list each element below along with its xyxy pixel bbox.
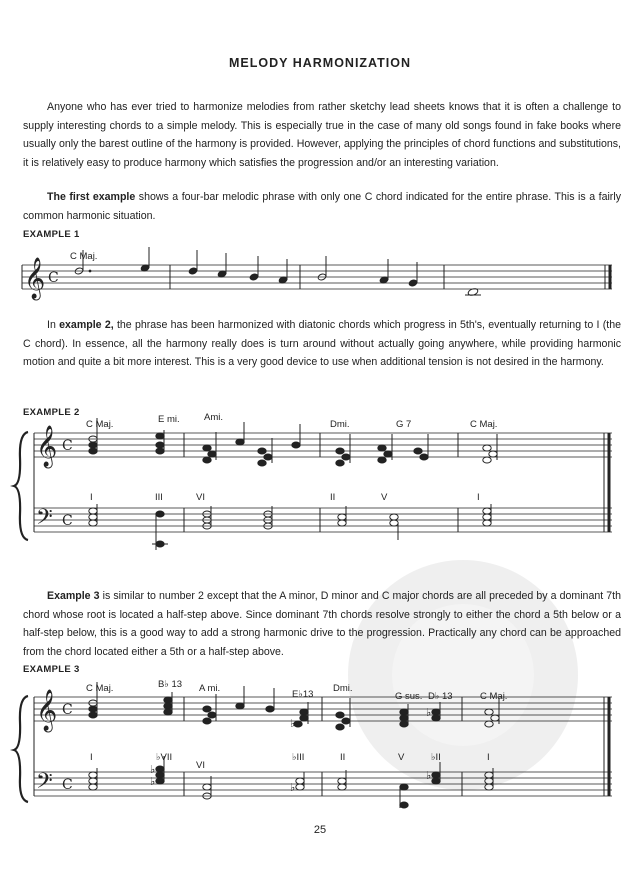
brace-icon: [14, 696, 28, 802]
treble-clef-icon: 𝄞: [36, 690, 58, 731]
bass-staff-lines: [34, 772, 612, 796]
time-signature: C: [62, 438, 73, 454]
flat-sign: ♭: [290, 781, 296, 794]
time-signature-bass: C: [62, 777, 73, 793]
flat-sign: ♭: [290, 717, 296, 730]
roman-numeral: II: [340, 752, 346, 763]
flat-sign: ♭: [150, 775, 156, 788]
roman-numeral: ♭VII: [156, 752, 173, 763]
chord-symbol: G 7: [396, 419, 412, 430]
paragraph-example-3-lead: Example 3: [47, 590, 100, 602]
chord-symbol: C Maj.: [86, 683, 114, 694]
example-2-label: EXAMPLE 2: [23, 407, 80, 418]
example-1-label: EXAMPLE 1: [23, 229, 80, 240]
bass-clef-icon: 𝄢: [36, 505, 53, 535]
example-3-grand-staff: [0, 672, 640, 817]
example-2-grand-staff: [0, 410, 640, 570]
chord-symbol: G sus.: [395, 691, 423, 702]
paragraph-example-3: [23, 587, 621, 661]
time-signature: C: [62, 702, 73, 718]
paragraph-example-1-lead: The first example: [47, 191, 136, 203]
paragraph-example-2-text: the phrase has been harmonized with diatonic chords which progress in 5th's, eventually returning to I (the C chord). In essence, all the harmony really does is turn around without actually going anywhere, while providing harmonic motion and quite a bit more interest. This is a very good device to use when additional tension is not desired in the harmony.: [23, 319, 622, 369]
chord-symbol: Dmi.: [333, 683, 353, 694]
brace-icon: [14, 432, 28, 540]
example-3-label: EXAMPLE 3: [23, 664, 80, 675]
paragraph-example-3-text: is similar to number 2 except that the A minor, D minor and C major chords are all preceded by a dominant 7th chord whose root is located a half-step above. Since dominant 7th chords resolve strongly to either the chord a 5th below or a half-step below, this is a good way to add a strong harmonic drive to the progression. Practically any chord can be approached from the chord located either a 5th or a half-step above.: [23, 590, 621, 658]
chord-symbol: D♭ 13: [428, 691, 453, 702]
page-number: 25: [313, 824, 327, 836]
paragraph-intro: Anyone who has ever tried to harmonize melodies from rather sketchy lead sheets knows that it is often a challenge to supply interesting chords to a simple melody. This is especially true in the case of many old songs found in fake books where usually only the barest outline of the harmony is provided. However, applying the principles of chord functions and substitutions, it is relatively easy to produce harmony which satisfies the progression and/or an interesting variation.: [23, 101, 621, 169]
time-signature-bass: C: [62, 513, 73, 529]
chord-symbol: Ami.: [204, 412, 223, 423]
roman-numeral: VI: [196, 760, 205, 771]
treble-clef-icon: 𝄞: [24, 258, 46, 299]
paragraph-example-2-lead: example 2,: [59, 319, 114, 331]
roman-numeral: V: [381, 492, 388, 503]
flat-sign: ♭: [426, 706, 432, 719]
flat-sign: ♭: [150, 763, 156, 776]
paragraph-example-1-text: shows a four-bar melodic phrase with only one C chord indicated for the entire phrase. This is a fairly common harmonic situation.: [23, 191, 621, 222]
paragraph-example-2-pre: In: [47, 319, 60, 331]
chord-symbol: C Maj.: [480, 691, 508, 702]
chord-symbol: E mi.: [158, 414, 180, 425]
chord-symbol: C Maj.: [86, 419, 114, 430]
page-title: MELODY HARMONIZATION: [228, 56, 412, 70]
roman-numeral: I: [487, 752, 490, 763]
treble-clef-icon: 𝄞: [36, 426, 58, 467]
barlines: [34, 697, 609, 796]
time-signature: C: [48, 270, 59, 286]
roman-numeral: ♭II: [431, 752, 441, 763]
chord-symbol: A mi.: [199, 683, 221, 694]
paragraph-example-2: [23, 316, 621, 372]
chord-symbol: C Maj.: [70, 251, 98, 262]
treble-staff-lines: [34, 433, 612, 457]
chord-symbol: Dmi.: [330, 419, 350, 430]
barlines: [34, 433, 609, 532]
paragraph-example-1: [23, 188, 621, 225]
roman-numeral: I: [90, 492, 93, 503]
bass-staff-lines: [34, 508, 612, 532]
bass-clef-icon: 𝄢: [36, 769, 53, 799]
flat-sign: ♭: [426, 769, 432, 782]
example-1-staff: [0, 242, 640, 312]
chord-symbol: C Maj.: [470, 419, 498, 430]
roman-numeral: I: [477, 492, 480, 503]
roman-numeral: V: [398, 752, 405, 763]
treble-staff-lines: [34, 697, 612, 721]
chord-symbol: B♭ 13: [158, 679, 183, 690]
flat-accidentals: [150, 706, 431, 794]
roman-numeral: ♭III: [292, 752, 305, 763]
roman-numeral: II: [330, 492, 336, 503]
roman-numeral: III: [155, 492, 163, 503]
chord-notes: [89, 418, 497, 550]
staff-lines: [22, 265, 612, 289]
roman-numeral: VI: [196, 492, 205, 503]
chord-symbol: E♭13: [292, 689, 314, 700]
roman-numeral: I: [90, 752, 93, 763]
